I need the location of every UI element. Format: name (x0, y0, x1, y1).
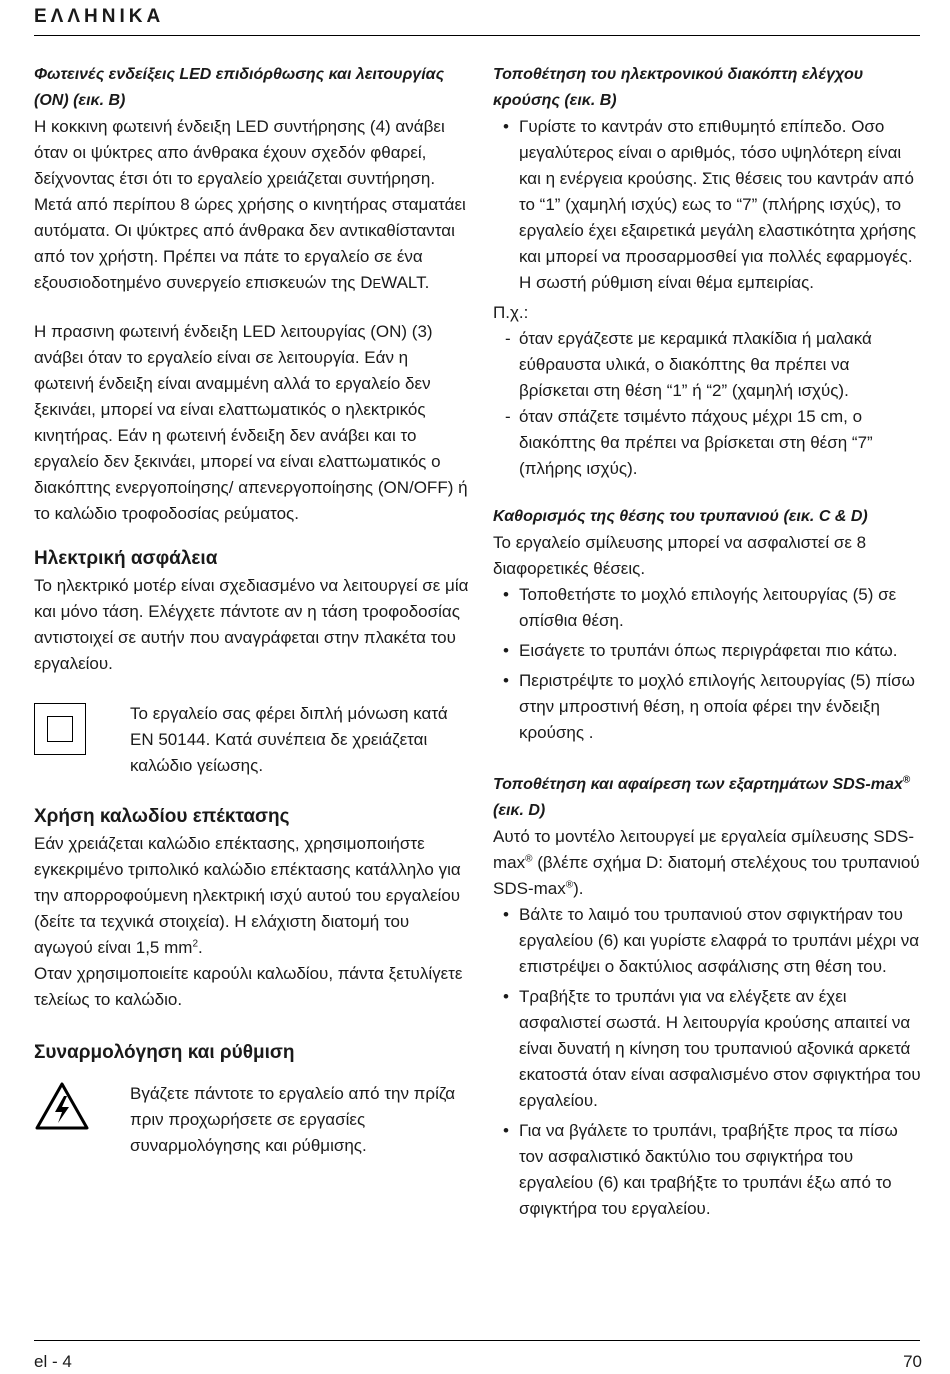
electric-shock-warning-icon (34, 1081, 90, 1131)
assembly-warning-notice (34, 1081, 470, 1159)
double-insulation-icon (34, 703, 86, 755)
list-item: - όταν εργάζεστε με κεραμικά πλακίδια ή μαλακά εύθραυστα υλικά, ο διακόπτης θα πρέπει να βρίσκεται στη θέση “1” ή “2” (χαμηλή ισχύς). (505, 329, 872, 400)
list-item: • Περιστρέψτε το μοχλό επιλογής λειτουργίας (5) πίσω στην μπροστινή θέση, η οποία φέρει την ένδειξη κρούσης . (503, 671, 915, 742)
extension-cord-paragraph-1: Εάν χρειάζεται καλώδιο επέκτασης, χρησιμοποιήστε εγκεκριμένο τριπολικό καλώδιο επέκτασης κατάλληλο για την απορροφούμενη ηλεκτρική ισχύ αυτού του εργαλείου (δείτε τα τεχνικά στοιχεία). Η ελάχιστη διατομή του αγωγού είναι 1,5 $mm^2$. (34, 834, 461, 957)
bit-position-list (493, 582, 923, 746)
list-item: - όταν σπάζετε τσιμέντο πάχους μέχρι 15 cm, ο διακόπτης θα πρέπει να βρίσκεται στη θέση “7” (πλήρης ισχύς). (505, 407, 873, 478)
electrical-safety-paragraph: Το ηλεκτρικό μοτέρ είναι σχεδιασμένο να λειτουργεί σε μία και μόνο τάση. Ελέγχετε πάντοτε αν η τάση τροφοδοσίας αντιστοιχεί σε αυτήν που αναγράφεται στην πλακέτα του εργαλείου. (34, 576, 469, 673)
extension-cord-heading: Χρήση καλωδίου επέκτασης (34, 806, 290, 827)
led-heading: Φωτεινές ενδείξεις LED επιδιόρθωσης και λειτουργίας (ON) (εικ. B) (34, 66, 445, 109)
example-label: Π.χ.: (493, 303, 529, 322)
list-item: • Για να βγάλετε το τρυπάνι, τραβήξτε προς τα πίσω τον ασφαλιστικό δακτύλιο του σφιγκτήρα του εργαλείου (6) και τραβήξτε το τρυπάνι έξω από το σφιγκτήρα του εργαλείου. (503, 1121, 898, 1218)
sds-max-heading: Τοποθέτηση και αφαίρεση των εξαρτημάτων SDS-max® (εικ. D) (493, 774, 911, 819)
led-paragraph-2: Η πρασινη φωτεινή ένδειξη LED λειτουργίας (ON) (3) ανάβει όταν το εργαλείο είναι σε λειτουργία. Εάν η φωτεινή ένδειξη είναι αναμμένη αλλά το εργαλείο δεν ξεκινάει, μπορεί να είναι ελαττωματικός ο ηλεκτρικός κινητήρας. Εάν η φωτεινή ένδειξη δεν ανάβει και το εργαλείο δεν ξεκινάει, μπορεί να είναι ελαττωματικός ο διακόπτης ενεργοποίησης/ απενεργοποίησης (ON/OFF) ή το καλώδιο τροφοδοσίας ρεύματος. (34, 322, 468, 523)
footer-page-code: el - 4 (34, 1352, 72, 1371)
bit-position-heading: Καθορισμός της θέσης του τρυπανιού (εικ. C & D) (493, 508, 868, 525)
extension-cord-paragraph-2: Οταν χρησιμοποιείτε καρούλι καλωδίου, πάντα ξετυλίγετε τελείως το καλώδιο. (34, 964, 463, 1009)
footer-page-number: 70 (903, 1352, 922, 1371)
bit-position-paragraph: Το εργαλείο σμίλευσης μπορεί να ασφαλιστεί σε 8 διαφορετικές θέσεις. (493, 533, 867, 578)
list-item: • Βάλτε το λαιμό του τρυπανιού στον σφιγκτήραν του εργαλείου (6) και γυρίστε ελαφρά το τρυπάνι μέχρι να επιστρέψει ο δακτύλιος ασφάλισης στη θέση του. (503, 905, 920, 976)
list-item: • Τοποθετήστε το μοχλό επιλογής λειτουργίας (5) σε οπίσθια θέση. (503, 585, 897, 630)
assembly-heading: Συναρμολόγηση και ρύθμιση (34, 1042, 295, 1063)
left-column (34, 62, 470, 1159)
header-rule (34, 35, 920, 36)
right-column (493, 62, 923, 1226)
list-item: • Εισάγετε το τρυπάνι όπως περιγράφεται πιο κάτω. (503, 641, 898, 660)
double-insulation-notice (34, 701, 470, 779)
sds-max-paragraph: Αυτό το μοντέλο λειτουργεί με εργαλεία σμίλευσης SDS-max® (βλέπε σχήμα D: διατομή στελέχους του τρυπανιού SDS-max®). (493, 827, 920, 898)
sds-max-list (493, 902, 923, 1222)
assembly-warning-text: Βγάζετε πάντοτε το εργαλείο από την πρίζα πριν προχωρήσετε σε εργασίες συναρμολόγησης και ρύθμισης. (130, 1084, 456, 1155)
electrical-safety-heading: Ηλεκτρική ασφάλεια (34, 548, 218, 569)
example-list (493, 326, 923, 482)
impact-switch-heading: Τοποθέτηση του ηλεκτρονικού διακόπτη ελέγχου κρούσης (εικ. B) (493, 66, 864, 109)
led-paragraph-1: Η κοκκινη φωτεινή ένδειξη LED συντήρησης (4) ανάβει όταν οι ψύκτρες απο άνθρακα έχουν σχεδόν φθαρεί, δείχνοντας έτσι ότι το εργαλείο χρειάζεται συντήρηση. Μετά από περίπου 8 ώρες χρήσης ο κινητήρας σταματάει αυτόματα. Οι ψύκτρες από άνθρακα δεν αντικαθίστανται από τον χρήστη. Πρέπει να πάτε το εργαλείο σε ένα εξουσιοδοτημένο συνεργείο επισκευών της DEWALT. (34, 117, 466, 292)
list-item: • Γυρίστε το καντράν στο επιθυμητό επίπεδο. Οσο μεγαλύτερος είναι ο αριθμός, τόσο υψηλότερη είναι και η ενέργεια κρούσης. Στις θέσεις του καντράν από το “1” (χαμηλή ισχύς) εως το “7” (πλήρης ισχύς), το εργαλείο έχει εξαιρετικά μεγάλη ελαστικότητα χρήσης και μπορεί να προσαρμοσθεί για πολλές εφαρμογές. Η σωστή ρύθμιση είναι θέμα εμπειρίας. (503, 117, 917, 292)
list-item: • Τραβήξτε το τρυπάνι για να ελέγξετε αν έχει ασφαλιστεί σωστά. Η λειτουργία κρούσης απαιτεί να είναι δυνατή η κίνηση του τρυπανιού αξονικά αρκετά εκατοστά όταν είναι ασφαλισμένο στον σφιγκτήρα του εργαλείου. (503, 987, 921, 1110)
impact-switch-list (493, 114, 923, 296)
footer-rule (34, 1340, 920, 1341)
page-header-title: ΕΛΛΗΝΙΚΑ (34, 6, 165, 27)
double-insulation-text: Το εργαλείο σας φέρει διπλή μόνωση κατά EN 50144. Κατά συνέπεια δε χρειάζεται καλώδιο γείωσης. (130, 704, 448, 775)
